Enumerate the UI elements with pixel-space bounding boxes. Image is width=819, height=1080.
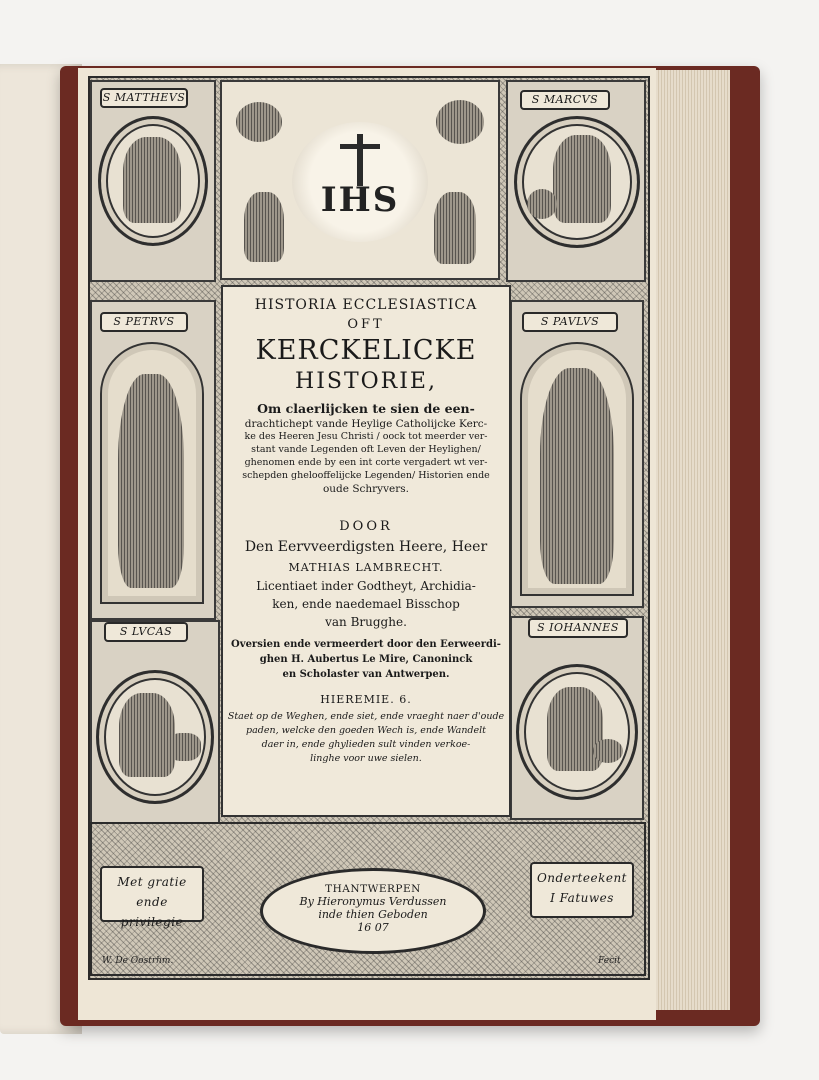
revised-line-3: en Scholaster van Antwerpen. xyxy=(282,669,450,680)
evangelist-figure xyxy=(547,687,603,771)
subtitle-line-4: stant vande Legenden oft Leven der Heylighen/ xyxy=(251,444,481,455)
quote-line-1: Staet op de Weghen, ende siet, ende vraeght naer d'oude xyxy=(227,711,505,722)
john-panel xyxy=(510,616,644,820)
page-edges xyxy=(650,70,730,1010)
fecit-signature: Fecit xyxy=(598,956,621,966)
privilege-plaque xyxy=(100,866,204,929)
imprint-cartouche xyxy=(260,868,486,954)
mark-panel xyxy=(506,80,646,282)
ox-icon xyxy=(167,733,201,761)
luke-label: S LVCAS xyxy=(104,622,188,642)
title-panel xyxy=(221,285,511,817)
author-line-4: ken, ende naedemael Bisschop xyxy=(272,597,460,611)
cross-bar xyxy=(340,144,380,149)
quote-line-2: paden, welcke den goeden Wech is, ende Wandelt xyxy=(246,725,486,736)
author-line-2: MATHIAS LAMBRECHT. xyxy=(288,561,444,574)
matthew-medallion xyxy=(98,116,208,246)
subtitle-line-6: schepden ghelooffelijcke Legenden/ Historien ende xyxy=(242,470,490,481)
ihs-monogram: IHS xyxy=(320,180,400,220)
paul-niche xyxy=(520,342,634,596)
revised-line-1: Oversien ende vermeerdert door den Eerweerdi- xyxy=(231,639,501,650)
peter-niche xyxy=(100,342,204,604)
signed-line-1: Onderteekent xyxy=(536,871,628,885)
author-line-1: Den Eervveerdigsten Heere, Heer xyxy=(244,539,488,555)
matthew-panel xyxy=(90,80,216,282)
title-line-4: HISTORIE, xyxy=(295,369,437,394)
mark-medallion xyxy=(514,116,640,248)
quote-line-4: linghe voor uwe sielen. xyxy=(310,753,422,764)
imprint-printer: By Hieronymus Verdussen xyxy=(299,895,447,908)
imprint-address: inde thien Geboden xyxy=(318,908,428,921)
title-line-3: KERCKELICKE xyxy=(255,335,477,366)
quote-line-3: daer in, ende ghylieden sult vinden verkoe- xyxy=(261,739,471,750)
imprint-city: THANTWERPEN xyxy=(325,883,421,895)
privilege-line-2: privilegie xyxy=(120,915,184,929)
scripture-reference: HIEREMIE. 6. xyxy=(320,693,412,706)
subtitle-line-7: oude Schryvers. xyxy=(322,483,410,495)
paul-panel xyxy=(510,300,644,608)
door-label: DOOR xyxy=(339,519,393,534)
evangelist-figure xyxy=(553,135,611,223)
subtitle-line-5: ghenomen ende by een int corte vergadert wt ver- xyxy=(244,457,488,468)
author-line-3: Licentiaet inder Godtheyt, Archidia- xyxy=(256,579,476,593)
eagle-icon xyxy=(593,739,623,763)
saint-paul-figure xyxy=(540,368,614,584)
lion-icon xyxy=(527,189,557,219)
engraver-signature: W. De Oostrhm. xyxy=(102,956,174,966)
subtitle-line-2: drachtichept vande Heylige Catholijcke Kerc- xyxy=(244,418,488,430)
signed-plaque xyxy=(530,862,634,918)
imprint-year: 16 07 xyxy=(357,921,389,934)
ihs-plate xyxy=(220,80,500,280)
title-line-1: HISTORIA ECCLESIASTICA xyxy=(254,297,478,313)
paul-label: S PAVLVS xyxy=(522,312,618,332)
matthew-label: S MATTHEVS xyxy=(100,88,188,108)
angel-icon xyxy=(244,192,284,262)
peter-label: S PETRVS xyxy=(100,312,188,332)
signed-line-2: I Fatuwes xyxy=(550,891,614,905)
subtitle-line-3: ke des Heeren Jesu Christi / oock tot meerder ver- xyxy=(244,431,488,442)
mark-label: S MARCVS xyxy=(520,90,610,110)
evangelist-figure xyxy=(119,693,175,777)
peter-panel xyxy=(90,300,216,620)
cross-icon xyxy=(357,134,363,186)
privilege-line-1: Met gratie ende xyxy=(117,875,187,909)
john-label: S IOHANNES xyxy=(528,618,628,638)
angel-icon xyxy=(236,102,282,142)
john-medallion xyxy=(516,664,638,800)
luke-medallion xyxy=(96,670,214,804)
revised-line-2: ghen H. Aubertus Le Mire, Canoninck xyxy=(259,654,473,665)
angel-icon xyxy=(436,100,484,144)
luke-panel xyxy=(90,620,220,824)
angel-icon xyxy=(434,192,476,264)
subtitle-line-1: Om claerlijcken te sien de een- xyxy=(257,401,475,416)
author-line-5: van Brugghe. xyxy=(325,615,407,629)
saint-peter-figure xyxy=(118,374,184,588)
evangelist-figure xyxy=(123,137,181,223)
title-line-2: OFT xyxy=(347,317,385,332)
